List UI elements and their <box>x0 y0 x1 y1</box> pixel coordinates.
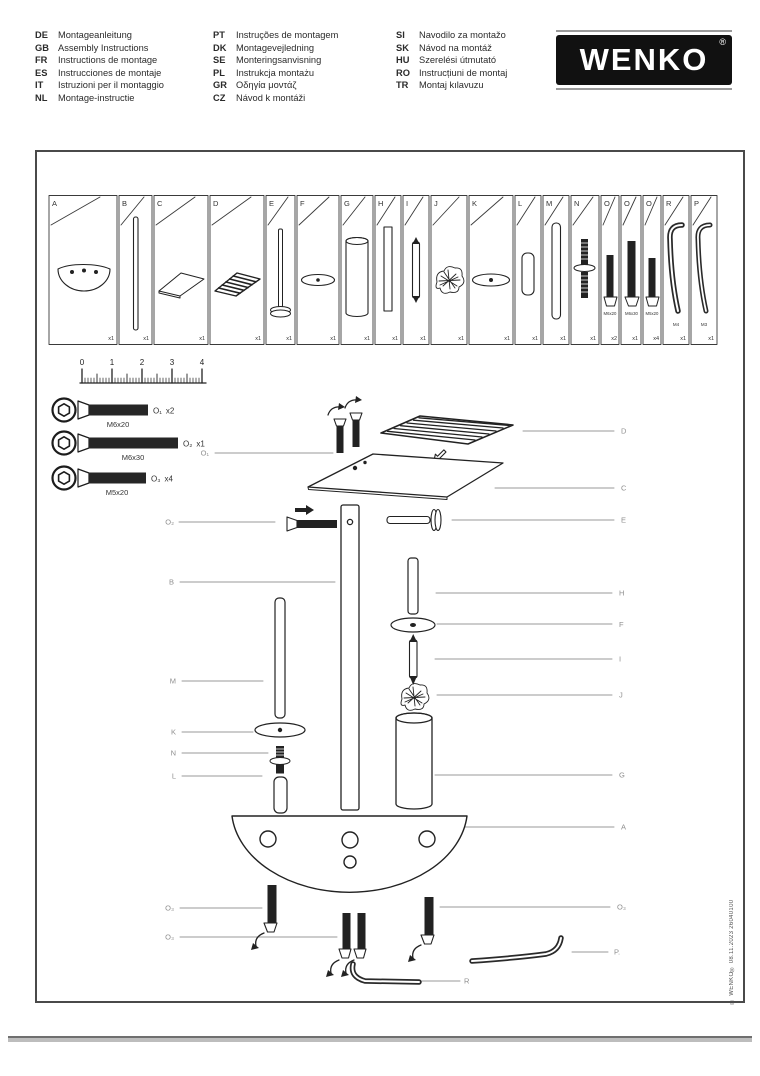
language-label: Návod k montáži <box>236 92 306 103</box>
callout-o3-right: O₃ <box>617 902 626 912</box>
svg-text:O₃x4 <box>151 475 173 484</box>
language-code: DE <box>35 30 48 40</box>
part-n-stud-icon <box>574 239 595 298</box>
legend-qty: x2 <box>165 406 175 416</box>
part-qty: x1 <box>504 336 510 342</box>
screw-size-label: M5x20 <box>645 311 659 316</box>
part-qty: x1 <box>532 336 538 342</box>
screws-o1-top <box>328 396 362 453</box>
language-label: Οδηγία μοντάζ <box>236 80 297 91</box>
screw-size-label: M6x20 <box>603 311 617 316</box>
part-letter: H <box>378 199 384 208</box>
language-label: Montagevejledning <box>236 42 315 53</box>
part-d-grate-icon <box>215 273 260 296</box>
language-row <box>35 92 164 105</box>
language-code: SE <box>213 55 226 66</box>
part-letter: E <box>269 199 275 208</box>
part-qty: x1 <box>420 336 426 342</box>
language-code: SI <box>396 30 405 40</box>
legend-row-m6x20 <box>53 399 175 430</box>
part-letter: G <box>344 199 350 208</box>
legend-row-m6x30 <box>53 432 206 463</box>
parts-cell-m <box>543 196 569 345</box>
language-row <box>35 42 164 55</box>
callout-n: N <box>170 748 176 758</box>
callout-d: D <box>621 426 627 436</box>
language-code: TR <box>396 80 409 91</box>
language-row <box>213 29 338 42</box>
part-qty: x1 <box>708 336 714 342</box>
part-qty: x1 <box>199 336 205 342</box>
language-label: Navodilo za montažo <box>419 30 506 40</box>
language-label: Instrukcja montażu <box>236 67 315 78</box>
language-label: Instruções de montagem <box>236 30 339 40</box>
language-row <box>213 79 338 92</box>
wenko-logo <box>556 30 732 90</box>
footer-bar <box>8 1036 752 1042</box>
part-i-rod <box>410 634 418 685</box>
legend-qty: x4 <box>164 474 173 484</box>
language-row <box>213 54 338 67</box>
part-qty: x1 <box>255 336 261 342</box>
legend-size: M6x20 <box>106 420 130 429</box>
part-letter: B <box>122 199 128 208</box>
parts-cell-h <box>375 196 401 345</box>
parts-cell-o2 <box>621 196 641 345</box>
callout-m: M <box>169 676 176 686</box>
callout-i: I <box>619 654 622 664</box>
language-row <box>35 67 164 80</box>
legend-size: M6x30 <box>121 453 145 462</box>
part-qty: x2 <box>611 336 617 342</box>
parts-cell-a <box>49 196 117 345</box>
language-row <box>396 42 507 55</box>
callout-o2: O₂ <box>165 517 174 527</box>
language-code: DK <box>213 42 227 53</box>
language-code: CZ <box>213 92 226 103</box>
parts-cell-e <box>266 196 295 345</box>
language-label: Assembly Instructions <box>58 42 149 53</box>
language-code: HU <box>396 55 410 66</box>
legend-label: O₁ <box>153 406 162 416</box>
screw-m6x20-icon <box>604 255 617 306</box>
svg-text:O₂x1 <box>183 440 205 449</box>
language-label: Montaj kılavuzu <box>419 80 484 91</box>
language-code: PT <box>213 30 225 40</box>
language-label: Montageanleitung <box>58 30 132 40</box>
language-code: PL <box>213 67 225 78</box>
allen-key-r <box>353 964 420 982</box>
parts-cell-p <box>691 196 717 345</box>
part-n-stud <box>270 746 290 774</box>
part-qty: x1 <box>143 336 149 342</box>
part-b-pole-icon <box>134 217 139 330</box>
language-label: Istruzioni per il montaggio <box>58 80 164 91</box>
callout-h: H <box>619 588 625 598</box>
parts-cell-g <box>341 196 373 345</box>
part-qty: x1 <box>392 336 398 342</box>
ruler-tick-3: 3 <box>169 358 175 367</box>
language-row <box>35 54 164 67</box>
part-qty: x1 <box>108 336 114 342</box>
callout-f: F <box>619 620 624 629</box>
language-code: GB <box>35 42 49 53</box>
language-label: Szerelési útmutató <box>419 55 496 66</box>
language-code: GR <box>213 80 227 91</box>
legend-row-m5x20 <box>53 467 174 498</box>
parts-cell-k <box>469 196 513 345</box>
part-letter: F <box>300 199 305 208</box>
language-label: Instrucțiuni de montaj <box>419 67 508 78</box>
part-qty: x1 <box>286 336 292 342</box>
exploded-diagram <box>48 355 718 1000</box>
parts-cell-c <box>154 196 208 345</box>
callout-lines <box>179 431 614 981</box>
language-row <box>213 42 338 55</box>
screw-m5x20-icon <box>646 258 659 306</box>
part-l-tube <box>274 777 287 813</box>
callout-g: G <box>619 770 625 780</box>
ruler-tick-4: 4 <box>199 358 205 367</box>
parts-cell-r <box>663 196 689 345</box>
part-qty: x1 <box>590 336 596 342</box>
language-code: NL <box>35 92 48 103</box>
logo-rule-bottom <box>556 88 732 90</box>
part-qty: x4 <box>653 336 659 342</box>
part-letter: O <box>604 199 610 208</box>
language-column-2 <box>213 29 338 105</box>
parts-cell-f <box>297 196 339 345</box>
part-letter: N <box>574 199 580 208</box>
ruler <box>80 358 206 383</box>
part-qty: x1 <box>632 336 638 342</box>
language-row <box>396 29 507 42</box>
part-k-disc-icon <box>473 274 510 286</box>
part-letter: L <box>518 199 523 208</box>
language-row <box>213 92 338 105</box>
legend-qty: x1 <box>196 439 205 449</box>
logo-text: WENKO <box>579 42 709 77</box>
language-label: Monteringsanvisning <box>236 55 322 66</box>
part-qty: x1 <box>364 336 370 342</box>
callout-l: L <box>171 771 176 781</box>
part-f-disc-icon <box>302 275 335 286</box>
parts-cell-n <box>571 196 599 345</box>
part-letter: P <box>694 199 700 208</box>
parts-cell-i <box>403 196 429 345</box>
svg-text:O₁x2 <box>153 407 175 416</box>
screw-size-label: M6x30 <box>625 311 638 316</box>
part-e-pin-icon <box>271 229 291 317</box>
callout-c: C <box>621 483 627 493</box>
part-g-cylinder <box>396 713 432 809</box>
part-a-base <box>232 816 467 892</box>
part-letter: M <box>546 199 553 208</box>
part-m-tube <box>275 598 285 718</box>
part-letter: K <box>472 199 478 208</box>
logo-rule-top <box>556 30 732 32</box>
language-row <box>35 29 164 42</box>
language-code: IT <box>35 80 44 91</box>
parts-cell-b <box>119 196 152 345</box>
callout-o1: O₁ <box>200 448 209 458</box>
part-letter: I <box>406 199 409 208</box>
language-row <box>396 67 507 80</box>
language-row <box>396 54 507 67</box>
language-code: ES <box>35 67 48 78</box>
ruler-tick-2: 2 <box>139 358 145 367</box>
screw-m6x30-icon <box>625 241 639 306</box>
callout-e: E <box>621 515 627 525</box>
screw-o2-horizontal <box>287 505 337 531</box>
callout-k: K <box>170 727 176 737</box>
part-c-plate <box>308 454 503 500</box>
part-h-rod-icon <box>384 227 392 311</box>
language-code: SK <box>396 42 409 53</box>
language-label: Montage-instructie <box>58 92 135 103</box>
language-column-1 <box>35 29 164 105</box>
copyright-note: © WENKO® 08.11.2023 26040100 <box>729 899 735 1004</box>
part-letter: R <box>666 199 672 208</box>
part-j-brush-icon <box>436 267 464 294</box>
part-g-cylinder-icon <box>346 238 368 317</box>
part-letter: O <box>646 199 652 208</box>
ruler-tick-1: 1 <box>109 358 115 367</box>
language-label: Návod na montáž <box>419 42 492 53</box>
part-letter: C <box>157 199 163 208</box>
part-i-rod-icon <box>413 237 420 303</box>
callout-p: P. <box>614 947 621 957</box>
allen-key-m3-icon <box>698 225 710 311</box>
part-letter: O <box>624 199 630 208</box>
part-qty: x1 <box>680 336 686 342</box>
callout-o3-left-1: O₃ <box>165 903 174 913</box>
part-k-disc <box>255 723 305 737</box>
callout-r: R <box>464 976 470 986</box>
language-label: Instrucciones de montaje <box>58 67 162 78</box>
part-letter: A <box>52 199 58 208</box>
parts-cell-l <box>515 196 541 345</box>
language-row <box>35 79 164 92</box>
callout-b: B <box>168 577 174 587</box>
parts-cell-o1 <box>601 196 619 345</box>
parts-cell-o3 <box>643 196 661 345</box>
parts-list-strip <box>48 195 718 355</box>
screw-legend <box>53 399 206 498</box>
screws-o3-bottom <box>251 885 434 977</box>
part-b-pole <box>341 505 359 810</box>
key-size-label: M3 <box>700 322 708 327</box>
ruler-tick-0: 0 <box>79 358 85 367</box>
language-row <box>213 67 338 80</box>
callout-j: J <box>619 690 623 700</box>
part-qty: x1 <box>458 336 464 342</box>
part-letter: J <box>434 199 438 208</box>
language-code: RO <box>396 67 410 78</box>
parts-cell-j <box>431 196 467 345</box>
part-qty: x1 <box>560 336 566 342</box>
part-h-rod <box>408 558 418 614</box>
part-e-pin <box>387 510 441 531</box>
language-column-3 <box>396 29 507 92</box>
part-c-plate-icon <box>159 273 204 298</box>
legend-size: M5x20 <box>105 488 129 497</box>
legend-label: O₃ <box>151 474 161 484</box>
part-l-tube-icon <box>522 253 534 295</box>
allen-key-m4-icon <box>670 225 682 311</box>
part-m-tube-icon <box>552 223 561 319</box>
logo-box <box>556 35 732 85</box>
allen-key-p <box>472 938 561 961</box>
parts-cell-d <box>210 196 264 345</box>
part-f-disc <box>391 618 435 632</box>
language-code: FR <box>35 55 48 66</box>
part-j-brush <box>401 684 429 711</box>
part-qty: x1 <box>330 336 336 342</box>
language-label: Instructions de montage <box>58 55 158 66</box>
key-size-label: M4 <box>672 322 680 327</box>
part-a-base-icon <box>58 265 110 292</box>
registered-mark-icon: ® <box>719 37 728 47</box>
legend-label: O₂ <box>183 439 193 449</box>
language-row <box>396 79 507 92</box>
part-letter: D <box>213 199 219 208</box>
callout-a: A <box>621 822 627 832</box>
instruction-frame <box>35 150 745 1003</box>
callout-o3-left-2: O₃ <box>165 932 174 942</box>
